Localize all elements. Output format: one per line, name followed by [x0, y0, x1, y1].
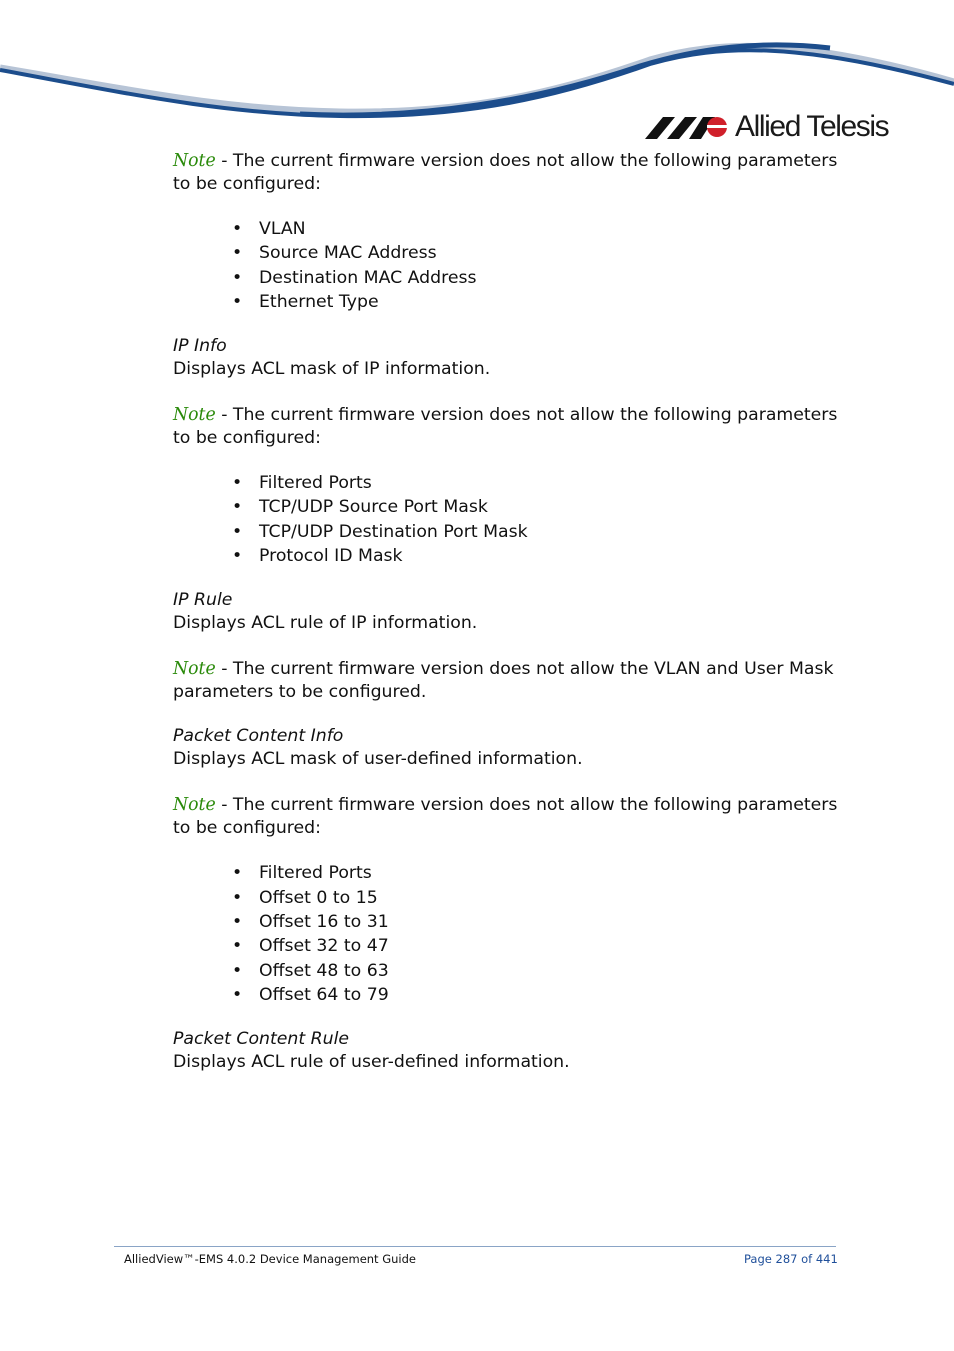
list-item: • Source MAC Address	[232, 241, 843, 265]
section-description: Displays ACL mask of IP information.	[173, 359, 491, 380]
note-text: - The current firmware version does not allow the following parameters to be configured:	[173, 405, 838, 449]
note-text: - The current firmware version does not allow the following parameters to be configured:	[173, 151, 838, 194]
note-label: Note	[173, 151, 216, 171]
footer-page-number: Page 287 of 441	[744, 1252, 838, 1266]
note-text: - The current firmware version does not allow the following parameters to be configured:	[173, 795, 838, 839]
note-label: Note	[173, 659, 216, 680]
footer-guide-title: AlliedView™-EMS 4.0.2 Device Management Guide	[124, 1252, 416, 1266]
note-paragraph	[173, 658, 843, 704]
list-item: • TCP/UDP Destination Port Mask	[232, 520, 843, 544]
note-label: Note	[173, 405, 216, 426]
list-item: • Offset 48 to 63	[232, 959, 843, 983]
list-item: • VLAN	[232, 217, 843, 241]
bullet-list	[173, 471, 843, 568]
section-description: Displays ACL rule of IP information.	[173, 613, 478, 634]
note-paragraph	[173, 794, 843, 840]
list-item: • Protocol ID Mask	[232, 544, 843, 568]
section-heading: Packet Content Rule	[173, 1029, 350, 1050]
list-item: • TCP/UDP Source Port Mask	[232, 495, 843, 519]
section-heading: IP Rule	[173, 590, 233, 611]
list-item: • Ethernet Type	[232, 290, 843, 314]
note-text: - The current firmware version does not allow the VLAN and User Mask parameters to be configured.	[173, 659, 834, 703]
section-description: Displays ACL rule of user-defined information.	[173, 1052, 570, 1073]
list-item: • Offset 16 to 31	[232, 910, 843, 934]
logo-text: Allied Telesis	[735, 110, 889, 143]
list-item: • Offset 64 to 79	[232, 983, 843, 1007]
list-item: • Filtered Ports	[232, 861, 843, 885]
bullet-list	[173, 217, 843, 314]
document-body	[173, 150, 843, 1074]
list-item: • Offset 32 to 47	[232, 934, 843, 958]
list-item: • Offset 0 to 15	[232, 886, 843, 910]
list-item: • Destination MAC Address	[232, 266, 843, 290]
section-heading: IP Info	[173, 336, 227, 357]
section-description: Displays ACL mask of user-defined information.	[173, 749, 583, 770]
note-paragraph	[173, 404, 843, 450]
footer-divider	[114, 1246, 836, 1247]
bullet-list	[173, 861, 843, 1007]
list-item: • Filtered Ports	[232, 471, 843, 495]
section-heading: Packet Content Info	[173, 726, 344, 747]
logo-mark-icon	[645, 113, 729, 141]
note-label: Note	[173, 795, 216, 816]
allied-telesis-logo	[645, 108, 888, 146]
note-paragraph	[173, 150, 843, 196]
